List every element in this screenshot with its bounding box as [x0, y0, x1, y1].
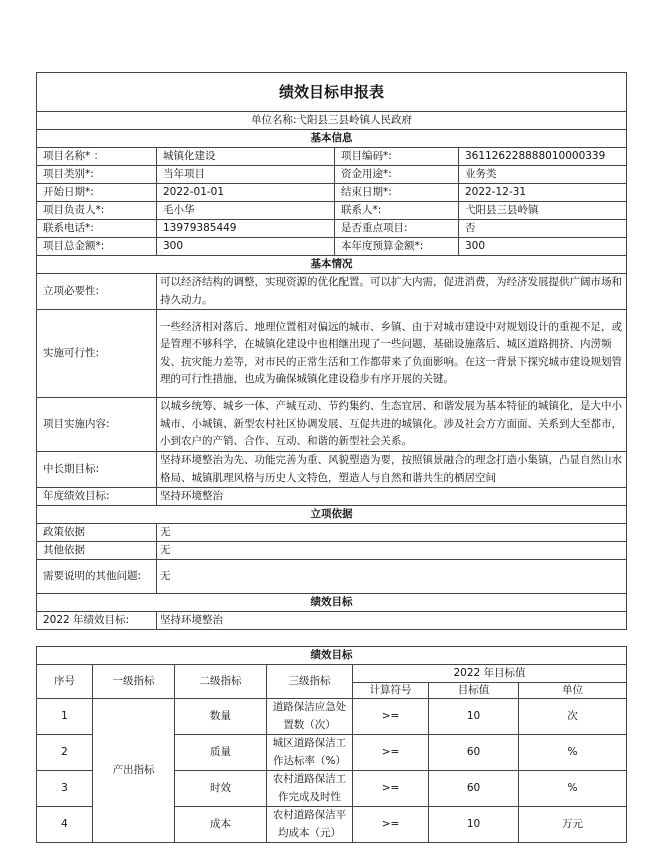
row-seq: 3 — [37, 771, 93, 807]
header-seq: 序号 — [37, 665, 93, 699]
row-seq: 2 — [37, 735, 93, 771]
value-fund-usage: 业务类 — [459, 166, 627, 184]
label-implementation: 项目实施内容: — [37, 398, 157, 452]
label-project-type: 项目类别*: — [37, 166, 157, 184]
label-2022-goal: 2022 年绩效目标: — [37, 612, 157, 630]
header-level1: 一级指标 — [93, 665, 175, 699]
value-start-date: 2022-01-01 — [157, 184, 335, 202]
label-total-amount: 项目总金额*: — [37, 238, 157, 256]
value-total-amount: 300 — [157, 238, 335, 256]
text-other-issues: 无 — [157, 560, 627, 594]
label-other-basis: 其他依据 — [37, 542, 157, 560]
unit-name: 单位名称:弋阳县三县岭镇人民政府 — [37, 112, 627, 130]
row-level2: 成本 — [175, 807, 267, 843]
label-project-code: 项目编码*: — [335, 148, 459, 166]
label-annual-goal: 年度绩效目标: — [37, 488, 157, 506]
text-2022-goal: 坚持环境整治 — [157, 612, 627, 630]
label-fund-usage: 资金用途*: — [335, 166, 459, 184]
header-target: 目标值 — [429, 683, 519, 699]
value-end-date: 2022-12-31 — [459, 184, 627, 202]
header-level2: 二级指标 — [175, 665, 267, 699]
text-implementation: 以城乡统筹、城乡一体、产城互动、节约集约、生态宜居、和谐发展为基本特征的城镇化，是大中小城市、小城镇、新型农村社区协调发展、互促共进的城镇化。涉及社会方方面面、关系到大至都市，小到农户的产销、合作、互动、和谐的新型社会关系。 — [157, 398, 627, 452]
value-key-project: 否 — [459, 220, 627, 238]
value-annual-budget: 300 — [459, 238, 627, 256]
value-project-name: 城镇化建设 — [157, 148, 335, 166]
row-target: 10 — [429, 699, 519, 735]
label-project-name: 项目名称* ： — [37, 148, 157, 166]
value-contact-person: 弋阳县三县岭镇 — [459, 202, 627, 220]
row-unit: % — [519, 771, 627, 807]
text-necessity: 可以经济结构的调整，实现资源的优化配置。可以扩大内需，促进消费，为经济发展提供广阔市场和持久动力。 — [157, 274, 627, 310]
label-necessity: 立项必要性: — [37, 274, 157, 310]
row-symbol: >= — [353, 735, 429, 771]
row-seq: 4 — [37, 807, 93, 843]
row-target: 10 — [429, 807, 519, 843]
row-level3: 农村道路保洁工作完成及时性 — [267, 771, 353, 807]
section-basic-situation: 基本情况 — [37, 256, 627, 274]
label-key-project: 是否重点项目: — [335, 220, 459, 238]
text-other-basis: 无 — [157, 542, 627, 560]
value-project-type: 当年项目 — [157, 166, 335, 184]
header-level3: 三级指标 — [267, 665, 353, 699]
value-project-leader: 毛小华 — [157, 202, 335, 220]
row-symbol: >= — [353, 699, 429, 735]
header-symbol: 计算符号 — [353, 683, 429, 699]
row-unit: 次 — [519, 699, 627, 735]
label-end-date: 结束日期*: — [335, 184, 459, 202]
section-goals: 绩效目标 — [37, 594, 627, 612]
row-level2: 质量 — [175, 735, 267, 771]
performance-indicator-table — [36, 646, 627, 843]
row-level2: 数量 — [175, 699, 267, 735]
row-symbol: >= — [353, 807, 429, 843]
label-policy-basis: 政策依据 — [37, 524, 157, 542]
value-phone: 13979385449 — [157, 220, 335, 238]
value-project-code: 36112622888801000033​9 — [459, 148, 627, 166]
label-other-issues: 需要说明的其他问题: — [37, 560, 157, 594]
text-policy-basis: 无 — [157, 524, 627, 542]
group-output-indicator: 产出指标 — [93, 699, 175, 843]
text-annual-goal: 坚持环境整治 — [157, 488, 627, 506]
row-unit: 万元 — [519, 807, 627, 843]
row-target: 60 — [429, 771, 519, 807]
row-level3: 城区道路保洁工作达标率（%） — [267, 735, 353, 771]
text-feasibility: 一些经济相对落后、地理位置相对偏远的城市、乡镇、由于对城市建设中对规划设计的重视不足，或是管理不够科学，在城镇化建设中也相继出现了一些问题，基础设施落后、城区道路拥挤、内涝频发、抗灾能力差等，对市民的正常生活和工作都带来了负面影响。在这一背景下探究城市建设规划管理的可行性措施，也成为确保城镇化建设稳步有序开展的关键。 — [157, 310, 627, 398]
row-symbol: >= — [353, 771, 429, 807]
perf-table-title: 绩效目标 — [37, 647, 627, 665]
label-long-term-goal: 中长期目标: — [37, 452, 157, 488]
table-row — [37, 699, 627, 735]
label-annual-budget: 本年度预算金额*: — [335, 238, 459, 256]
section-basic-info: 基本信息 — [37, 130, 627, 148]
label-start-date: 开始日期*: — [37, 184, 157, 202]
row-seq: 1 — [37, 699, 93, 735]
label-project-leader: 项目负责人*: — [37, 202, 157, 220]
row-level3: 农村道路保洁平均成本（元） — [267, 807, 353, 843]
label-feasibility: 实施可行性: — [37, 310, 157, 398]
text-long-term-goal: 坚持环境整治为先、功能完善为重、风貌塑造为要，按照镇景融合的理念打造小集镇，凸显自然山水格局、城镇肌理风格与历史人文特色，塑造人与自然和谐共生的栖居空间 — [157, 452, 627, 488]
header-unit: 单位 — [519, 683, 627, 699]
report-form-table — [36, 72, 627, 630]
form-title: 绩效目标申报表 — [37, 73, 627, 112]
header-year-target: 2022 年目标值 — [353, 665, 627, 683]
label-phone: 联系电话*: — [37, 220, 157, 238]
row-level3: 道路保洁应急处置数（次） — [267, 699, 353, 735]
row-level2: 时效 — [175, 771, 267, 807]
row-unit: % — [519, 735, 627, 771]
label-contact-person: 联系人*: — [335, 202, 459, 220]
row-target: 60 — [429, 735, 519, 771]
section-basis: 立项依据 — [37, 506, 627, 524]
